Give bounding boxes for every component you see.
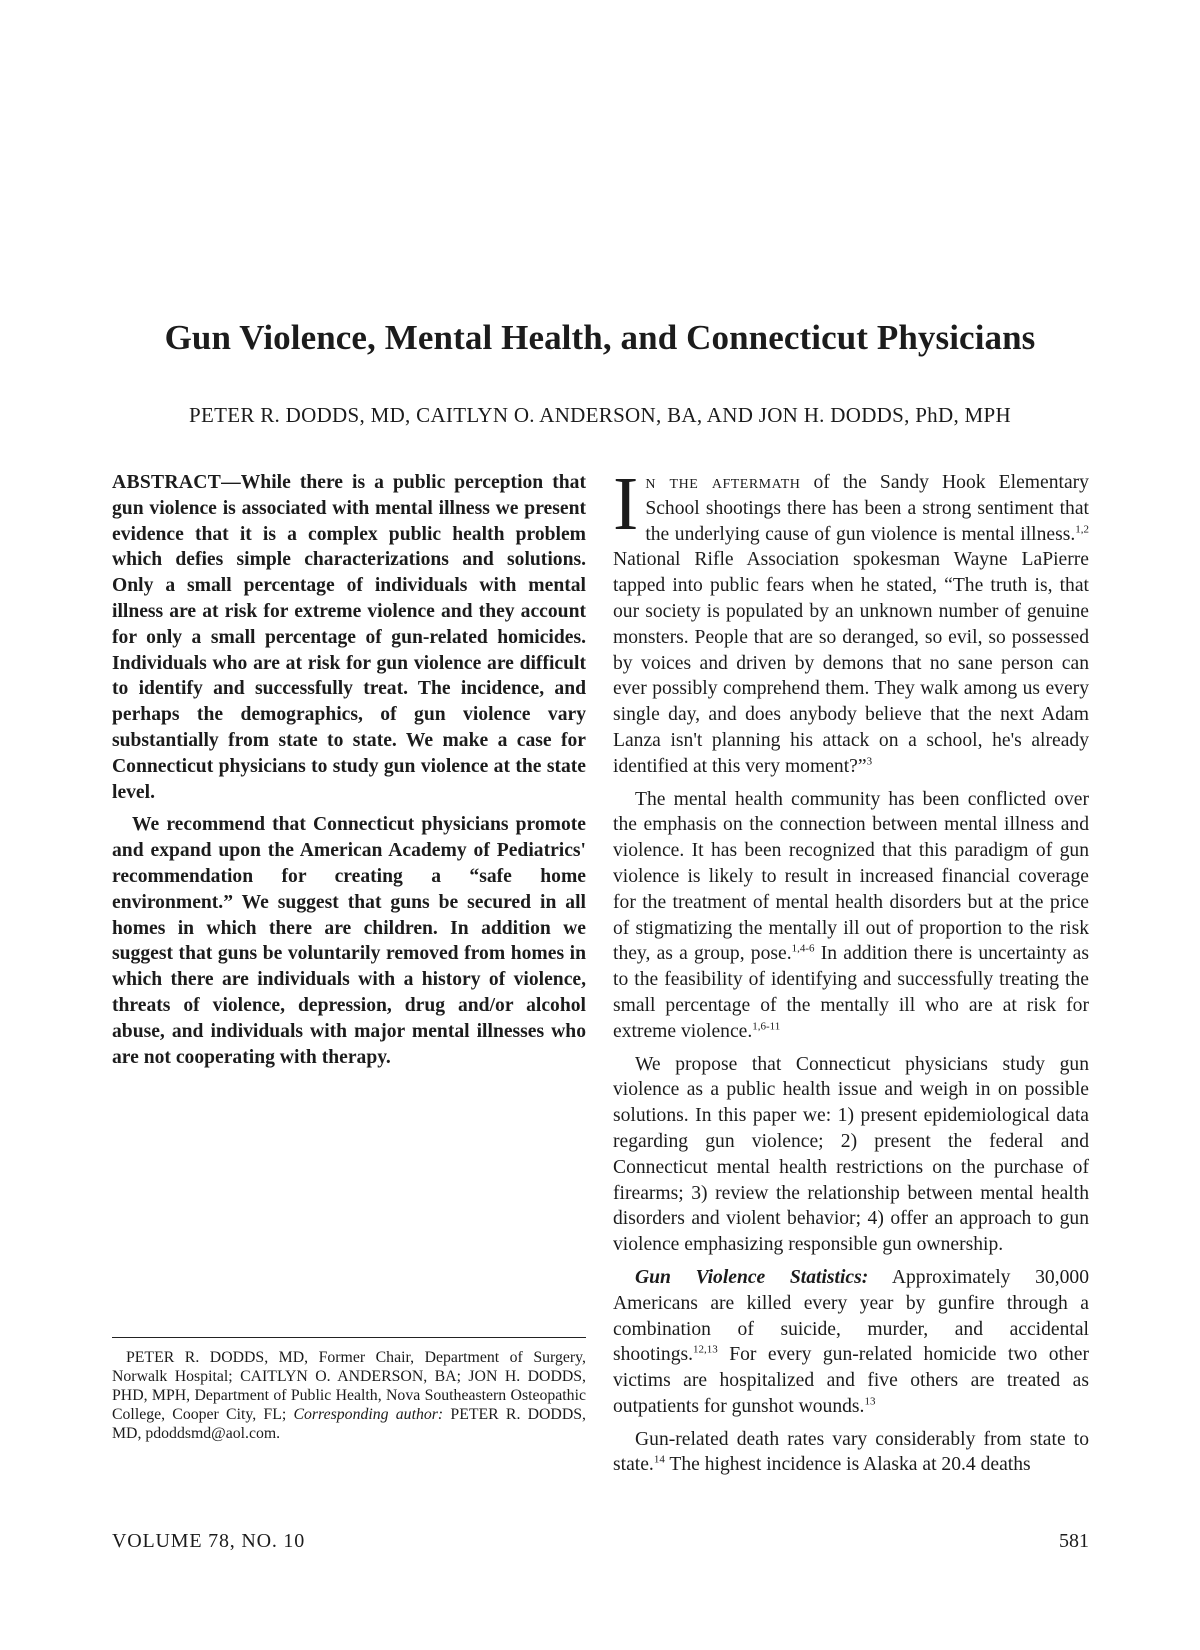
abstract (112, 470, 586, 1070)
footnote-affiliations: PETER R. DODDS, MD, Former Chair, Department of Surgery, Norwalk Hospital; CAITLYN O. ANDERSON, BA; JON H. DODDS, PHD, MPH, Department of Public Health, Nova Southeastern Osteopathic College, Cooper City, FL; (112, 1349, 586, 1423)
footnote-text (112, 1348, 586, 1443)
journal-volume: VOLUME 78, NO. 10 (112, 1530, 306, 1552)
drop-cap: I (613, 462, 639, 546)
body-text: For every gun-related homicide two other victims are hospitalized and five others are treated as outpatients for gunshot wounds. (613, 1344, 1089, 1417)
abstract-label: ABSTRACT (112, 472, 222, 493)
body-text: Gun-related death rates vary considerably from state to state. (613, 1428, 1089, 1476)
body-text: National Rifle Association spokesman Wayne LaPierre tapped into public fears when he stated, “The truth is, that our society is populated by an unknown number of genuine monsters. People that are so deranged, so evil, so possessed by voices and driven by demons that no sane person can ever possibly comprehend them. They walk among us every single day, and does anybody believe that the next Adam Lanza isn't planning his attack on a school, he's already identified at this very moment?” (613, 549, 1089, 777)
body-text: The highest incidence is Alaska at 20.4 deaths (664, 1454, 1031, 1476)
citation-ref: 13 (864, 1395, 876, 1408)
body-paragraph-5 (613, 1427, 1089, 1479)
body-text: The mental health community has been conflicted over the emphasis on the connection between mental illness and violence. It has been recognized that this paradigm of gun violence is likely to result in increased financial coverage for the treatment of mental health disorders but at the price of stigmatizing the mentally ill out of proportion to the risk they, as a group, pose. (613, 788, 1089, 965)
page-number: 581 (1059, 1530, 1089, 1552)
right-column (613, 462, 1089, 1478)
abstract-text-1: —While there is a public perception that gun violence is associated with mental illness we present evidence that it is a complex public health problem which defies simple characterizations and solutions. Only a small percentage of individuals with mental illness are at risk for extreme violence and they account for only a small percentage of gun-related homicides. Individuals who are at risk for gun violence are difficult to identify and successfully treat. The incidence, and perhaps the demographics, of gun violence vary substantially from state to state. We make a case for Connecticut physicians to study gun violence at the state level. (112, 472, 586, 803)
body-text: In addition there is uncertainty as to the feasibility of identifying and successfully treating the small percentage of the mentally ill who are at risk for extreme violence. (613, 943, 1089, 1042)
footnote-divider (112, 1337, 586, 1338)
body-paragraph-3: We propose that Connecticut physicians study gun violence as a public health issue and weigh in on possible solutions. In this paper we: 1) present epidemiological data regarding gun violence; 2) present the federal and Connecticut mental health restrictions on the purchase of firearms; 3) review the relationship between mental health disorders and violent behavior; 4) offer an approach to gun violence emphasizing responsible gun ownership. (613, 1053, 1089, 1256)
abstract-paragraph-1 (112, 470, 586, 805)
body-text: Approximately 30,000 Americans are killed every year by gunfire through a combination of suicide, murder, and accidental shootings. (613, 1266, 1089, 1366)
small-caps-opening: n the aftermath (645, 472, 801, 493)
citation-ref: 1,6-11 (752, 1020, 781, 1033)
left-column (112, 470, 586, 1070)
body-paragraph-1 (613, 462, 1089, 780)
citation-ref: 3 (866, 755, 873, 768)
citation-ref: 14 (653, 1453, 665, 1466)
corresponding-author-label: Corresponding author: (293, 1406, 444, 1423)
body-paragraph-4 (613, 1265, 1089, 1420)
citation-ref: 12,13 (693, 1343, 718, 1356)
citation-ref: 1,2 (1075, 523, 1089, 536)
citation-ref: 1,4-6 (791, 942, 815, 955)
body-paragraph-2 (613, 787, 1089, 1045)
abstract-paragraph-2: We recommend that Connecticut physicians promote and expand upon the American Academy of Pediatrics' recommendation for creating a “safe home environment.” We suggest that guns be secured in all homes in which there are children. In addition we suggest that guns be voluntarily removed from homes in which there are individuals with a history of violence, threats of violence, depression, drug and/or alcohol abuse, and individuals with major mental illnesses who are not cooperating with therapy. (112, 814, 586, 1068)
corresponding-author-contact: PETER R. DODDS, MD, pdoddsmd@aol.com. (112, 1406, 586, 1442)
author-footnote (112, 1337, 586, 1443)
body-text: of the Sandy Hook Elementary School shootings there has been a strong sentiment that the underlying cause of gun violence is mental illness. (645, 472, 1089, 545)
article-title: Gun Violence, Mental Health, and Connecticut Physicians (164, 318, 1036, 357)
section-heading: Gun Violence Statistics: (635, 1266, 869, 1288)
author-list: PETER R. DODDS, MD, CAITLYN O. ANDERSON, BA, AND JON H. DODDS, PhD, MPH (189, 403, 1011, 427)
